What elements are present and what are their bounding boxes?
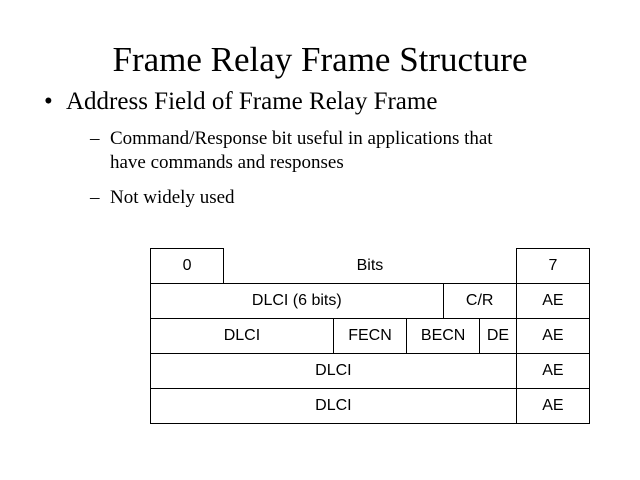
table-row [151,284,590,319]
cell-dlci: DLCI [151,389,517,424]
cell-becn-bit: BECN [407,319,480,354]
bit-index-left-cell: 0 [151,249,224,284]
cell-fecn-bit: FECN [333,319,406,354]
cell-cr-bit: C/R [443,284,516,319]
address-field-table [150,248,590,424]
bullet-level2-not-widely-used [90,186,640,211]
cell-ae-bit: AE [516,319,589,354]
table-row [151,389,590,424]
bullet-level2-command-response [90,127,640,176]
table-row [151,354,590,389]
cell-dlci-6bits: DLCI (6 bits) [151,284,444,319]
cell-de-bit: DE [480,319,517,354]
cell-ae-bit: AE [516,284,589,319]
cell-ae-bit: AE [516,354,589,389]
bullet-text: Not widely used [110,187,235,209]
bullet-text: Address Field of Frame Relay Frame [66,88,438,115]
bullet-marker: – [90,187,100,209]
frame-relay-address-field-diagram [150,248,590,424]
bullet-marker: – [90,127,100,149]
bullet-text: Command/Response bit useful in applications that have commands and responses [110,127,493,174]
cell-dlci: DLCI [151,354,517,389]
bullet-level1-address-field [44,88,640,117]
page-title: Frame Relay Frame Structure [112,40,528,79]
bullet-marker: • [44,88,53,115]
table-row [151,319,590,354]
table-row-header [151,249,590,284]
bits-label-cell: Bits [356,256,384,274]
cell-ae-bit: AE [516,389,589,424]
cell-dlci: DLCI [151,319,334,354]
bit-index-right-cell: 7 [516,249,589,284]
